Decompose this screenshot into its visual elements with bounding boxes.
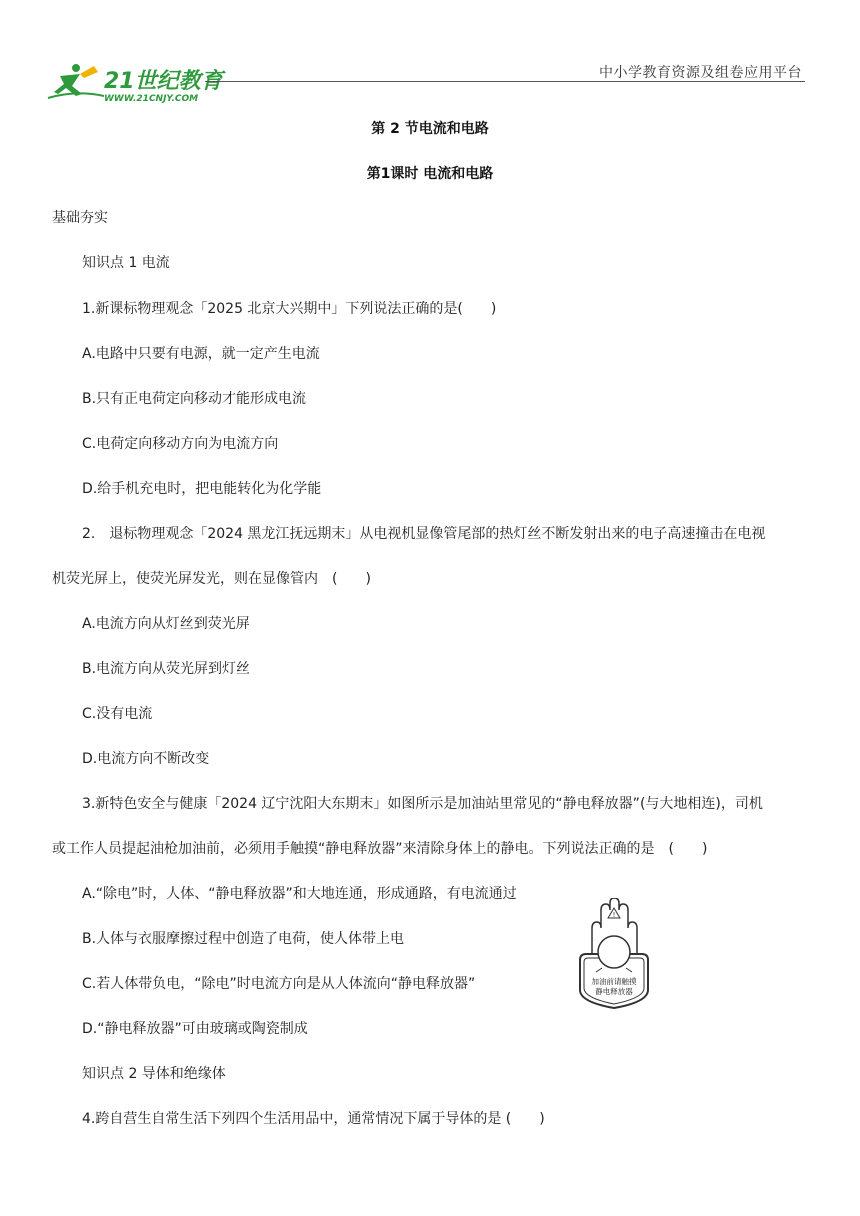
question-2-option-a: A.电流方向从灯丝到荧光屏 — [82, 616, 250, 632]
question-2-stem-line1: 2. 退标物理观念「2024 黑龙江抚远期末」从电视机显像管尾部的热灯丝不断发射出来的电子高速撞击在电视 — [82, 526, 766, 542]
question-1-option-b: B.只有正电荷定向移动才能形成电流 — [82, 391, 307, 407]
question-1-stem: 1.新课标物理观念「2025 北京大兴期中」下列说法正确的是( ) — [82, 301, 497, 317]
question-3-option-b: B.人体与衣服摩擦过程中创造了电荷，使人体带上电 — [82, 931, 405, 947]
knowledge-point-1: 知识点 1 电流 — [82, 255, 170, 271]
static-discharger-figure — [578, 898, 650, 1010]
logo-url: WWW.21CNJY.COM — [104, 94, 199, 104]
page-header — [0, 0, 860, 110]
question-2-option-b: B.电流方向从荧光屏到灯丝 — [82, 661, 251, 677]
question-3-stem-line1: 3.新特色安全与健康「2024 辽宁沈阳大东期末」如图所示是加油站里常见的“静电释放器”(与大地相连)，司机 — [82, 796, 763, 812]
question-3-option-a: A.“除电”时，人体、“静电释放器”和大地连通，形成通路，有电流通过 — [82, 886, 517, 902]
figure-label-2: 静电释放器 — [595, 987, 633, 996]
question-3-option-d: D.“静电释放器”可由玻璃或陶瓷制成 — [82, 1021, 308, 1037]
question-1-option-c: C.电荷定向移动方向为电流方向 — [82, 436, 279, 452]
figure-label-1: 加油前请触摸 — [591, 977, 637, 986]
question-1-option-d: D.给手机充电时，把电能转化为化学能 — [82, 481, 322, 497]
question-1-option-a: A.电路中只要有电源，就一定产生电流 — [82, 346, 320, 362]
question-2-stem-line2: 机荧光屏上，使荧光屏发光，则在显像管内 ( ) — [52, 571, 371, 587]
site-logo — [46, 62, 246, 106]
svg-text:!: ! — [612, 911, 616, 919]
question-3-option-c: C.若人体带负电，“除电”时电流方向是从人体流向“静电释放器” — [82, 976, 476, 992]
runner-icon — [48, 64, 104, 98]
question-3-stem-line2: 或工作人员提起油枪加油前，必须用手触摸“静电释放器”来清除身体上的静电。下列说法正确的是 ( ) — [52, 841, 708, 857]
question-4-stem: 4.跨自营生自常生活下列四个生活用品中，通常情况下属于导体的是 ( ) — [82, 1111, 545, 1127]
section-heading: 基础夯实 — [52, 210, 108, 226]
platform-name: 中小学教育资源及组卷应用平台 — [599, 65, 802, 81]
page-title: 第 2 节电流和电路 — [371, 121, 489, 137]
knowledge-point-2: 知识点 2 导体和绝缘体 — [82, 1066, 226, 1082]
header-divider — [205, 81, 805, 82]
touch-plate — [598, 936, 630, 968]
page-subtitle: 第1课时 电流和电路 — [366, 166, 494, 182]
question-2-option-c: C.没有电流 — [82, 706, 153, 722]
question-2-option-d: D.电流方向不断改变 — [82, 751, 210, 767]
logo-text: 21世纪教育 — [104, 69, 223, 94]
